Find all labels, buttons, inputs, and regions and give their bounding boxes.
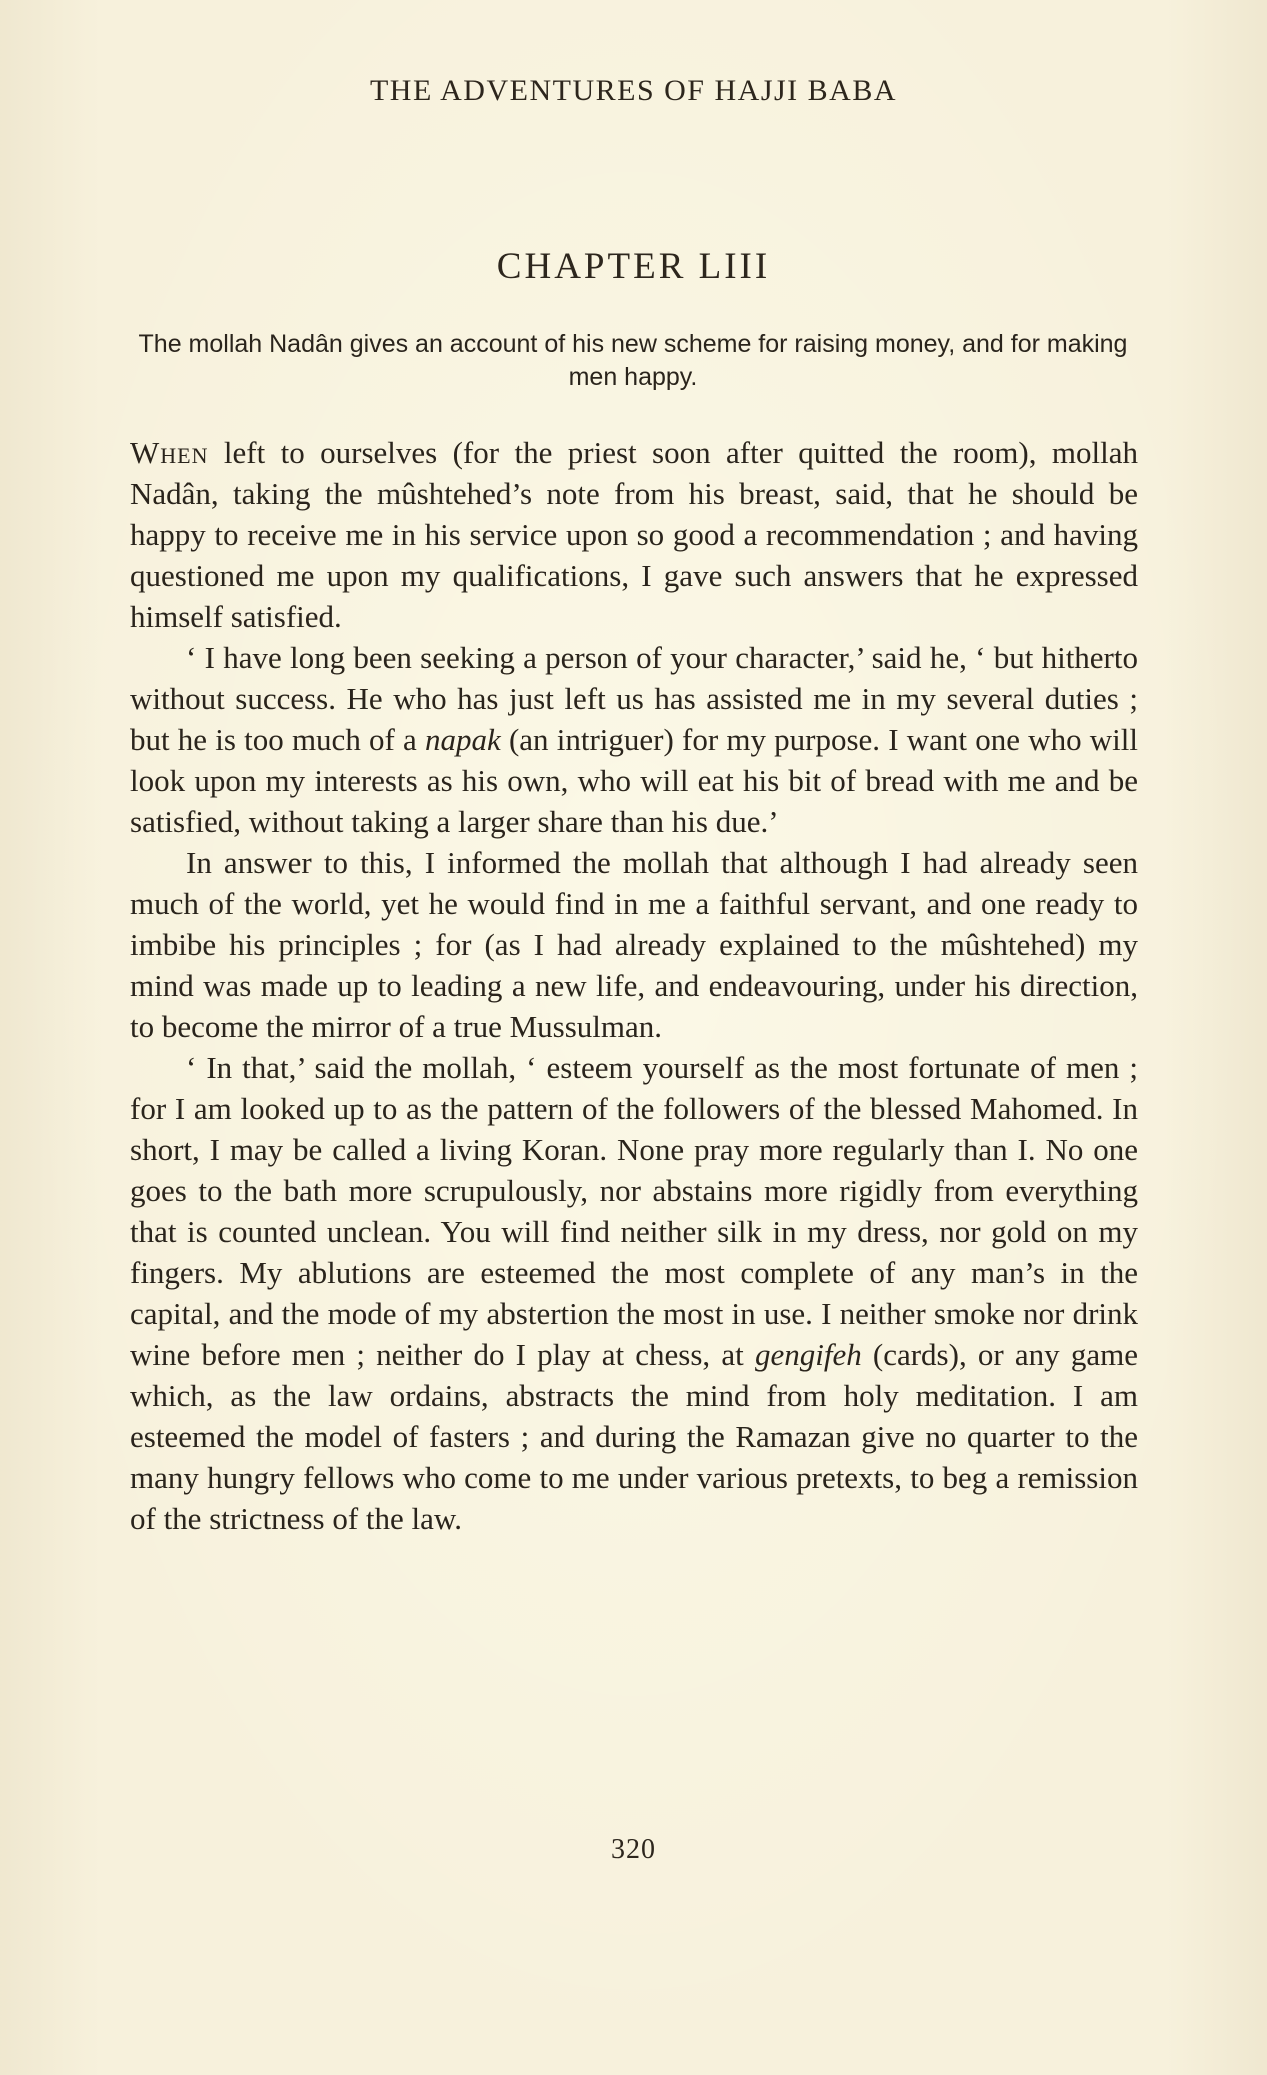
paragraph-2 — [130, 637, 1138, 842]
paragraph-2-text-before: ‘ I have long been seeking a person of your character,’ said he, ‘ but hitherto without success. He who has just left us has assisted me in my several duties ; but he is too much of a — [130, 640, 1138, 757]
paragraph-1 — [130, 432, 1138, 637]
page-number: 320 — [611, 1834, 656, 1865]
paragraph-lead-word: When — [130, 435, 209, 470]
paragraph-2-text-after: (an intriguer) for my purpose. I want one who will look upon my interests as his own, who will eat his bit of bread with me and be satisfied, without taking a larger share than his due.’ — [130, 722, 1138, 839]
running-head: THE ADVENTURES OF HAJJI BABA — [369, 74, 898, 107]
paragraph-4 — [130, 1047, 1138, 1539]
italic-term-gengifeh: gengifeh — [754, 1337, 862, 1372]
italic-term-napak: napak — [425, 722, 501, 757]
paragraph-1-text: left to ourselves (for the priest soon after quitted the room), mollah Nadân, taking the mûshtehed’s note from his breast, said, that he should be happy to receive me in his service upon so good a recommendation ; and having questioned me upon my qualifications, I gave such answers that he expressed himself satisfied. — [130, 435, 1138, 634]
chapter-title: CHAPTER LIII — [496, 246, 771, 287]
paragraph-4-text-before: ‘ In that,’ said the mollah, ‘ esteem yourself as the most fortunate of men ; for I am looked up to as the pattern of the followers of the blessed Mahomed. In short, I may be called a living Koran. None pray more regularly than I. No one goes to the bath more scrupulously, nor abstains more rigidly from everything that is counted unclean. You will find neither silk in my dress, nor gold on my fingers. My ablutions are esteemed the most complete of any man’s in the capital, and the mode of my abstertion the most in use. I neither smoke nor drink wine before men ; neither do I play at chess, at — [130, 1050, 1138, 1372]
body-text — [130, 432, 1138, 1539]
paragraph-3-text: In answer to this, I informed the mollah that although I had already seen much of the world, yet he would find in me a faithful servant, and one ready to imbibe his principles ; for (as I had already explained to the mûshtehed) my mind was made up to leading a new life, and endeavouring, under his direction, to become the mirror of a true Mussulman. — [130, 845, 1138, 1044]
paragraph-4-text-after: (cards), or any game which, as the law ordains, abstracts the mind from holy meditation. I am esteemed the model of fasters ; and during the Ramazan give no quarter to the many hungry fellows who come to me under various pretexts, to beg a remission of the strictness of the law. — [130, 1337, 1138, 1536]
paragraph-3 — [130, 842, 1138, 1047]
chapter-summary: The mollah Nadân gives an account of his new scheme for raising money, and for making men happy. — [138, 330, 1128, 391]
